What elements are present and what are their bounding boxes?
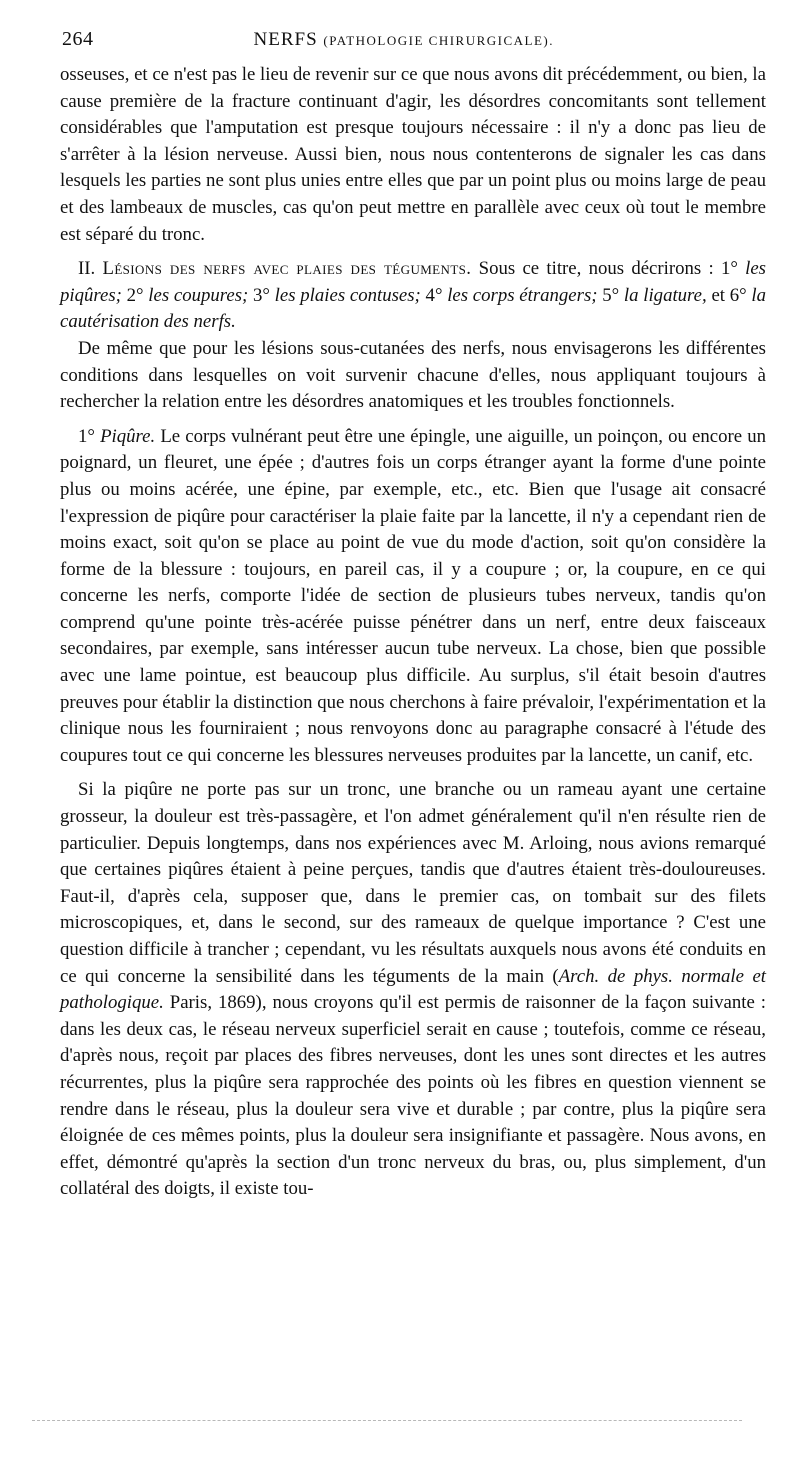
page-number: 264 [62, 28, 94, 50]
text-span: et 6° [706, 284, 752, 306]
text-span: osseuses, et ce n'est pas le lieu de revenir sur ce que nous avons dit précédemment, ou bien, la cause première de la fracture continuant d'agir, les désordres concomitants sont tellement considérables que l'amputation est presque toujours nécessaire : il n'y a donc pas lieu de s'arrêter à la lésion nerveuse. Aussi bien, nous nous contenterons de signaler les cas dans lesquels les parties ne sont plus unies entre elles que par un point plus ou moins large de peau et des lambeaux de muscles, cas qu'on peut mettre en parallèle avec ceux où tout le membre est séparé du tronc. [60, 64, 766, 245]
running-head-main: NERFS [253, 29, 318, 50]
paragraph [60, 62, 766, 248]
italic-span: Arch. de phys. normale et pathologique. [60, 965, 766, 1014]
text-span: 1° [78, 425, 101, 447]
text-span: 4° [420, 284, 448, 306]
italic-span: la ligature, [623, 284, 707, 306]
page-header [62, 28, 762, 51]
italic-span: les plaies contuses; [274, 284, 421, 306]
section-heading-paragraph [60, 256, 766, 336]
paragraph [60, 336, 766, 416]
text-span: Si la piqûre ne porte pas sur un tronc, une branche ou un rameau ayant une certaine grosseur, la douleur est très-passagère, et l'on admet généralement qu'il n'en résulte rien de particulier. Depuis longtemps, dans nos expériences avec M. Arloing, nous avions remarqué que certaines piqûres étaient à peine perçues, tandis que d'autres étaient très-douloureuses. Faut-il, d'après cela, supposer que, dans le premier cas, on tombait sur des filets microscopiques, et, dans le second, sur des rameaux de quelque importance ? C'est une question difficile à trancher ; cependant, vu les résultats auxquels nous avons été conduits en ce qui concerne la sensibilité dans les téguments de la main ( [60, 779, 766, 987]
text-span: 2° [121, 284, 149, 306]
section-title: Lésions des nerfs avec plaies des téguments. [102, 258, 472, 280]
italic-span: la cautérisation des nerfs. [60, 284, 766, 333]
subsection-paragraph [60, 424, 766, 770]
italic-span: les piqûres; [60, 258, 766, 306]
text-span: Le corps vulnérant peut être une épingle, une aiguille, un poinçon, ou encore un poignard, un fleuret, une épée ; d'autres fois un corps étranger ayant la forme d'une pointe plus ou moins acérée, une épine, par exemple, etc., etc. Bien que l'usage ait consacré l'expression de piqûre pour caractériser la plaie faite par la lancette, il n'y a cependant rien de moins exact, soit qu'on se place au point de vue du mode d'action, soit qu'on considère la forme de la blessure : toujours, en pareil cas, il y a coupure ; or, la coupure, en ce qui concerne les nerfs, comporte l'idée de section de plusieurs tubes nerveux, tandis qu'on comprend qu'une pointe très-acérée puisse pénétrer dans un nerf, entre deux faisceaux secondaires, par exemple, sans intéresser aucun tube nerveux. La chose, bien que possible avec une lame pointue, est beaucoup plus difficile. Au surplus, s'il était besoin d'autres preuves pour établir la distinction que nous cherchons à faire prévaloir, l'expérimentation et la clinique nous les fourniraient ; nous renvoyons donc au paragraphe consacré à l'étude des coupures tout ce qui concerne les blessures nerveuses produites par la lancette, un canif, etc. [60, 425, 766, 766]
text-span: Paris, 1869), nous croyons qu'il est permis de raisonner de la façon suivante : dans les deux cas, le réseau nerveux superficiel serait en cause ; toutefois, comme ce réseau, d'après nous, reçoit par places des fibres nerveuses, dont les unes sont directes et les autres récurrentes, plus la piqûre sera rapprochée des points où les fibres en question viennent se rendre dans le réseau, plus la douleur sera vive et durable ; par contre, plus la piqûre sera éloignée de ces mêmes points, plus la douleur sera insignifiante et passagère. Nous avons, en effet, démontré qu'après la section d'un tronc nerveux du bras, ou, plus simplement, d'un collatéral des doigts, il existe tou- [60, 992, 766, 1200]
text-span: 3° [248, 284, 275, 306]
italic-span: Piqûre. [100, 425, 156, 447]
footer-divider [32, 1420, 742, 1421]
running-head [254, 29, 555, 51]
text-span: 5° [597, 284, 624, 306]
running-head-sub: (PATHOLOGIE CHIRURGICALE). [323, 33, 555, 48]
italic-span: les coupures; [148, 284, 249, 306]
text-span: Sous ce titre, nous décrirons : 1° [471, 258, 746, 280]
italic-span: les corps étrangers; [447, 284, 598, 306]
text-span: De même que pour les lésions sous-cutanées des nerfs, nous envisagerons les différentes conditions dans lesquelles on voit survenir chacune d'elles, nous appliquant toujours à rechercher la relation entre les désordres anatomiques et les troubles fonctionnels. [60, 337, 766, 413]
body-text [60, 62, 766, 1203]
paragraph [60, 777, 766, 1203]
text-span: II. [78, 258, 103, 280]
